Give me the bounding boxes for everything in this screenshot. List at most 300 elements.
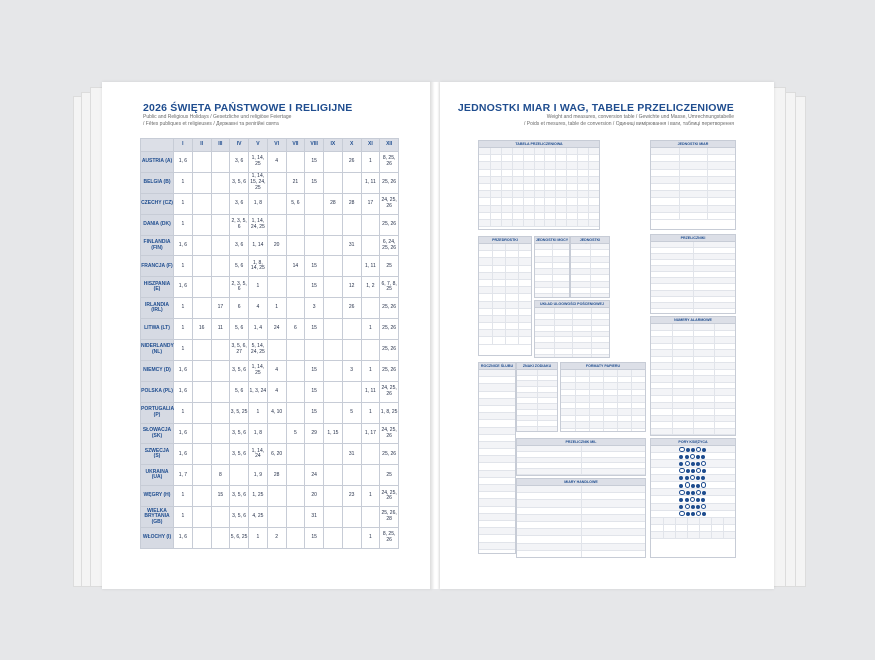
table-row [517,486,645,493]
table-row [479,485,515,492]
grid-divider [534,206,535,212]
grid-divider [672,396,673,402]
holiday-days-cell [361,214,380,235]
month-header: IV [230,139,249,152]
grid-divider [534,148,535,154]
holiday-days-cell [211,193,230,214]
holiday-days-cell [324,360,343,381]
table-row [479,294,531,301]
grid-divider [523,162,524,168]
table-row [479,456,515,463]
grid-divider [714,422,715,428]
holiday-days-cell: 31 [342,444,361,465]
holiday-days-cell: 1, 8 [249,193,268,214]
grid-divider [672,344,673,350]
holiday-days-cell: 25, 26 [380,319,399,340]
grid-divider [537,370,538,375]
grid-divider [555,170,556,176]
grid-divider [572,343,573,348]
grid-divider [693,331,694,337]
grid-divider [675,518,676,524]
grid-divider [693,260,694,265]
grid-divider [672,422,673,428]
month-header: VII [286,139,305,152]
conversion-table [478,140,600,230]
conversion-table [478,236,532,356]
grid-divider [679,198,680,204]
table-row [651,206,735,213]
grid-divider [590,263,591,268]
month-header: II [192,139,211,152]
grid-divider [693,350,694,356]
grid-divider [492,323,493,329]
table-row [651,446,735,453]
holiday-days-cell: 17 [211,298,230,319]
holiday-days-cell [342,319,361,340]
table-row [651,148,735,155]
table-row [517,475,645,476]
grid-divider [588,155,589,161]
holiday-days-cell: 1, 11 [361,381,380,402]
corner-cell [141,139,174,152]
grid-divider [501,220,502,226]
holiday-days-cell: 1, 14, 15, 24, 25 [249,172,268,193]
country-name: SŁOWACJA (SK) [141,423,174,444]
holiday-days-cell: 24, 25, 26 [380,381,399,402]
month-header: V [249,139,268,152]
grid-divider [603,416,604,422]
moon-phase-icon [691,462,695,466]
grid-divider [492,287,493,293]
grid-divider [552,244,553,249]
conversion-table [534,300,610,358]
grid-divider [490,170,491,176]
conversion-table-rows [517,370,557,432]
table-row [479,392,515,399]
grid-divider [505,330,506,336]
holiday-days-cell [286,528,305,549]
grid-divider [505,316,506,322]
holiday-days-cell [267,193,286,214]
grid-divider [501,184,502,190]
holiday-days-cell: 15 [305,152,324,173]
grid-divider [566,220,567,226]
grid-divider [554,355,555,358]
holiday-days-cell: 3, 5, 6 [230,507,249,528]
grid-divider [617,396,618,402]
moon-phase-icon [679,484,683,488]
country-name: CZECHY (CZ) [141,193,174,214]
holiday-days-cell: 1 [249,402,268,423]
country-name: WĘGRY (H) [141,486,174,507]
grid-divider [501,191,502,197]
holiday-days-cell: 6, 7, 8, 25 [380,277,399,298]
moon-phase-icon [679,476,683,480]
grid-divider [603,383,604,389]
grid-divider [512,148,513,154]
grid-divider [590,269,591,274]
moon-phase-icon [679,490,684,495]
grid-divider [544,177,545,183]
grid-divider [552,288,553,293]
table-row [651,162,735,169]
table-row [479,337,531,344]
holiday-days-cell [286,235,305,256]
holiday-days-cell [192,444,211,465]
grid-divider [707,162,708,168]
grid-divider [518,258,519,264]
grid-divider [581,500,582,506]
conversion-table-title: ZNAKI ZODIAKU [517,363,557,370]
grid-divider [693,266,694,271]
grid-divider [679,177,680,183]
grid-divider [534,220,535,226]
grid-divider [534,198,535,204]
grid-divider [575,409,576,415]
holiday-days-cell: 2, 3, 5, 6 [230,277,249,298]
country-name: POLSKA (PL) [141,381,174,402]
grid-divider [523,213,524,219]
moon-phase-icon [691,448,695,452]
grid-divider [663,532,664,538]
holiday-days-cell: 31 [305,507,324,528]
holiday-days-cell [324,465,343,486]
table-row [479,220,599,227]
grid-divider [537,387,538,392]
table-row [517,536,645,543]
grid-divider [693,284,694,289]
holiday-days-cell [324,381,343,402]
grid-divider [663,525,664,531]
moon-phase-icon [696,490,701,495]
holiday-days-cell [211,528,230,549]
grid-divider [631,396,632,402]
grid-divider [591,343,592,348]
holiday-days-cell: 25 [380,256,399,277]
holiday-days-cell: 1, 25 [249,486,268,507]
grid-divider [492,330,493,336]
grid-divider [617,409,618,415]
grid-divider [537,393,538,398]
moon-phase-icon [690,497,695,502]
holiday-days-cell [192,298,211,319]
holiday-days-cell: 1 [249,528,268,549]
holiday-days-cell: 25 [380,465,399,486]
table-row [479,528,515,535]
grid-divider [501,177,502,183]
table-row [651,482,735,489]
holiday-days-cell: 8, 25, 26 [380,152,399,173]
month-header: I [174,139,193,152]
moon-phase-icon [679,511,684,516]
holiday-days-cell: 5, 14, 24, 25 [249,340,268,361]
table-row [479,543,515,550]
grid-divider [631,377,632,383]
moon-phase-icon [690,454,695,459]
table-row [651,489,735,496]
holiday-days-cell: 1, 14 [249,235,268,256]
grid-divider [603,390,604,396]
table-row [479,370,515,377]
grid-divider [591,349,592,354]
country-name: FINLANDIA (FIN) [141,235,174,256]
country-name: AUSTRIA (A) [141,152,174,173]
moon-phase-icon [679,447,684,452]
grid-divider [518,309,519,315]
holiday-days-cell: 15 [305,277,324,298]
grid-divider [523,184,524,190]
grid-divider [589,422,590,428]
table-row [479,413,515,420]
holiday-days-cell: 8, 25, 26 [380,528,399,549]
grid-divider [512,170,513,176]
holidays-body [141,152,399,549]
grid-divider [591,332,592,337]
grid-divider [523,191,524,197]
grid-divider [518,330,519,336]
table-row [141,381,399,402]
grid-divider [631,370,632,376]
grid-divider [693,291,694,296]
holiday-days-cell: 29 [305,423,324,444]
holiday-days-cell: 4 [267,152,286,173]
holiday-days-cell: 4 [267,360,286,381]
holiday-days-cell [361,340,380,361]
grid-divider [693,403,694,409]
country-name: UKRAINA (UA) [141,465,174,486]
grid-divider [534,162,535,168]
holiday-days-cell: 4, 10 [267,402,286,423]
holiday-days-cell: 5, 6 [230,381,249,402]
grid-divider [591,355,592,358]
holiday-days-cell [211,235,230,256]
holiday-days-cell: 1, 11 [361,172,380,193]
grid-divider [714,350,715,356]
holiday-days-cell: 3 [342,360,361,381]
moon-phase-icon [696,476,700,480]
grid-divider [699,532,700,538]
grid-divider [534,177,535,183]
holiday-days-cell: 3, 6 [230,193,249,214]
grid-divider [723,532,724,538]
table-row [517,544,645,551]
conversion-table [650,234,736,314]
grid-divider [575,377,576,383]
grid-divider [518,337,519,343]
moon-phase-icon [685,476,689,480]
table-row [479,162,599,169]
grid-divider [693,344,694,350]
holiday-days-cell [267,214,286,235]
grid-divider [572,308,573,313]
country-name: WŁOCHY (I) [141,528,174,549]
grid-divider [512,198,513,204]
grid-divider [555,148,556,154]
holiday-days-cell: 1, 6 [174,423,193,444]
grid-divider [537,398,538,403]
holiday-days-cell: 6, 24, 25, 26 [380,235,399,256]
conversion-table-title: JEDNOSTKI [571,237,609,244]
grid-divider [589,396,590,402]
grid-divider [505,244,506,250]
holiday-days-cell: 6 [286,319,305,340]
holiday-days-cell: 1, 8 [249,423,268,444]
holiday-days-cell: 15 [211,486,230,507]
grid-divider [693,363,694,369]
grid-divider [554,337,555,342]
moon-phase-icon [702,512,706,516]
grid-divider [714,344,715,350]
conversion-table-title: TABELA PRZELICZENIOWA [479,141,599,148]
holiday-days-cell [324,277,343,298]
holiday-days-cell [192,172,211,193]
grid-divider [589,416,590,422]
moon-phase-icon [696,468,701,473]
grid-divider [492,244,493,250]
table-row [479,316,531,323]
grid-divider [555,155,556,161]
table-row [479,377,515,384]
moon-phase-icon [685,482,690,487]
grid-divider [588,162,589,168]
grid-divider [590,288,591,293]
grid-divider [575,416,576,422]
grid-divider [577,206,578,212]
table-row [479,535,515,542]
holiday-days-cell: 26 [342,298,361,319]
grid-divider [711,525,712,531]
grid-divider [699,518,700,524]
grid-divider [554,349,555,354]
grid-divider [679,162,680,168]
holiday-days-cell [286,507,305,528]
grid-divider [544,213,545,219]
country-name: FRANCJA (F) [141,256,174,277]
table-row [479,499,515,506]
grid-divider [505,266,506,272]
moon-phase-icon [696,455,700,459]
holiday-days-cell: 1 [174,256,193,277]
holidays-header-row [141,139,399,152]
grid-divider [505,337,506,343]
country-name: NIEMCY (D) [141,360,174,381]
grid-divider [505,280,506,286]
grid-divider [590,282,591,287]
holiday-days-cell: 1, 3, 24 [249,381,268,402]
conversion-table-title: ROCZNICE ŚLUBU [480,364,514,368]
grid-divider [672,337,673,343]
grid-divider [572,332,573,337]
grid-divider [555,177,556,183]
holiday-days-cell [324,235,343,256]
grid-divider [589,390,590,396]
country-name: WIELKA BRYTANIA (GB) [141,507,174,528]
conversion-table-rows [651,242,735,314]
grid-divider [577,191,578,197]
conversion-table-rows [535,308,609,358]
holiday-days-cell: 1, 6 [174,277,193,298]
table-row [479,492,515,499]
grid-divider [699,525,700,531]
country-name: DANIA (DK) [141,214,174,235]
holiday-days-cell [324,152,343,173]
grid-divider [492,266,493,272]
grid-divider [505,302,506,308]
month-header: VIII [305,139,324,152]
conversion-table-title: JEDNOSTKI MIAR [651,141,735,148]
grid-divider [566,206,567,212]
moon-phase-icon [696,505,700,509]
grid-divider [552,294,553,298]
grid-divider [566,184,567,190]
conversion-table [560,362,646,432]
moon-phase-icon [701,461,706,466]
grid-divider [631,409,632,415]
table-row [141,214,399,235]
table-row [651,532,735,539]
table-row [651,198,735,205]
grid-divider [603,370,604,376]
holiday-days-cell [286,465,305,486]
grid-divider [490,155,491,161]
holiday-days-cell [286,152,305,173]
table-row [651,468,735,475]
grid-divider [534,191,535,197]
moon-phase-icon [685,461,690,466]
conversion-table-title: PRZELICZNIKI [651,235,735,242]
right-page [440,82,774,589]
grid-divider [492,309,493,315]
holiday-days-cell: 2, 3, 5, 6 [230,214,249,235]
grid-divider [581,515,582,521]
moon-phase-icon [701,482,706,487]
holiday-days-cell [211,172,230,193]
grid-divider [501,148,502,154]
holiday-days-cell [211,360,230,381]
moon-phase-icon [685,455,689,459]
grid-divider [693,389,694,395]
holiday-days-cell: 26 [342,152,361,173]
grid-divider [523,148,524,154]
grid-divider [505,287,506,293]
grid-divider [589,429,590,432]
holiday-days-cell [211,423,230,444]
month-header: IX [324,139,343,152]
grid-divider [534,170,535,176]
grid-divider [575,390,576,396]
holiday-days-cell: 5 [342,402,361,423]
grid-divider [590,257,591,262]
units-subtitle-1: Weight and measures, conversion table / Gewichte und Masse, Umrechnungstabelle [546,114,734,120]
grid-divider [554,326,555,331]
moon-phase-icon [679,498,683,502]
grid-divider [590,294,591,298]
grid-divider [679,206,680,212]
table-row [141,319,399,340]
grid-divider [518,273,519,279]
table-row [141,423,399,444]
holidays-subtitle-2: / Fêtes publiques et religieuses / Державні та релігійні свята [143,120,279,127]
grid-divider [588,198,589,204]
conversion-table-title: UKŁAD ULGOWOŚCI POŚCENIOWEJ [535,301,609,308]
holiday-days-cell [342,507,361,528]
grid-divider [617,390,618,396]
grid-divider [577,170,578,176]
table-row [479,213,599,220]
holiday-days-cell: 28 [342,193,361,214]
table-row [517,515,645,522]
grid-divider [552,269,553,274]
